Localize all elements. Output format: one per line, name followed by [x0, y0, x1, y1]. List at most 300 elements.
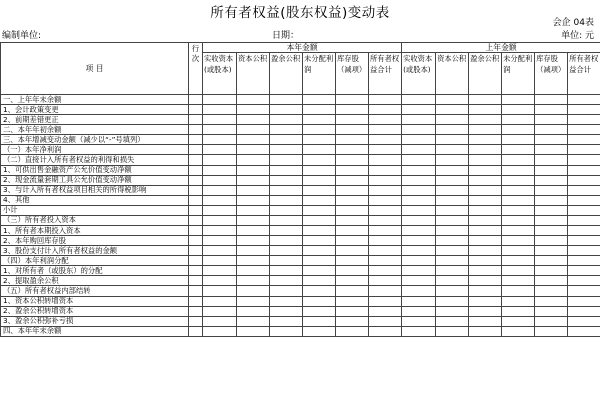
- amount-cell[interactable]: [303, 95, 336, 105]
- amount-cell[interactable]: [237, 185, 270, 195]
- amount-cell[interactable]: [469, 306, 502, 316]
- amount-cell[interactable]: [436, 125, 469, 135]
- amount-cell[interactable]: [469, 256, 502, 266]
- amount-cell[interactable]: [336, 95, 369, 105]
- amount-cell[interactable]: [568, 256, 600, 266]
- amount-cell[interactable]: [436, 276, 469, 286]
- amount-cell[interactable]: [568, 105, 600, 115]
- amount-cell[interactable]: [402, 175, 436, 185]
- amount-cell[interactable]: [369, 256, 402, 266]
- amount-cell[interactable]: [270, 256, 303, 266]
- amount-cell[interactable]: [336, 135, 369, 145]
- amount-cell[interactable]: [436, 226, 469, 236]
- amount-cell[interactable]: [402, 125, 436, 135]
- amount-cell[interactable]: [502, 165, 535, 175]
- amount-cell[interactable]: [436, 326, 469, 336]
- amount-cell[interactable]: [336, 236, 369, 246]
- amount-cell[interactable]: [436, 105, 469, 115]
- amount-cell[interactable]: [237, 115, 270, 125]
- amount-cell[interactable]: [303, 326, 336, 336]
- line-no-cell[interactable]: [189, 236, 203, 246]
- amount-cell[interactable]: [502, 326, 535, 336]
- amount-cell[interactable]: [270, 185, 303, 195]
- amount-cell[interactable]: [502, 195, 535, 205]
- amount-cell[interactable]: [502, 246, 535, 256]
- amount-cell[interactable]: [336, 175, 369, 185]
- amount-cell[interactable]: [237, 276, 270, 286]
- amount-cell[interactable]: [336, 195, 369, 205]
- line-no-cell[interactable]: [189, 256, 203, 266]
- amount-cell[interactable]: [336, 276, 369, 286]
- line-no-cell[interactable]: [189, 326, 203, 336]
- amount-cell[interactable]: [502, 226, 535, 236]
- amount-cell[interactable]: [568, 175, 600, 185]
- amount-cell[interactable]: [502, 256, 535, 266]
- amount-cell[interactable]: [402, 195, 436, 205]
- amount-cell[interactable]: [402, 185, 436, 195]
- amount-cell[interactable]: [402, 246, 436, 256]
- amount-cell[interactable]: [402, 155, 436, 165]
- amount-cell[interactable]: [303, 266, 336, 276]
- amount-cell[interactable]: [568, 226, 600, 236]
- line-no-cell[interactable]: [189, 286, 203, 296]
- amount-cell[interactable]: [303, 155, 336, 165]
- amount-cell[interactable]: [469, 105, 502, 115]
- amount-cell[interactable]: [402, 296, 436, 306]
- amount-cell[interactable]: [568, 326, 600, 336]
- amount-cell[interactable]: [369, 316, 402, 326]
- amount-cell[interactable]: [336, 266, 369, 276]
- amount-cell[interactable]: [369, 185, 402, 195]
- amount-cell[interactable]: [535, 226, 568, 236]
- amount-cell[interactable]: [303, 286, 336, 296]
- amount-cell[interactable]: [237, 316, 270, 326]
- amount-cell[interactable]: [502, 105, 535, 115]
- amount-cell[interactable]: [568, 236, 600, 246]
- amount-cell[interactable]: [502, 95, 535, 105]
- amount-cell[interactable]: [502, 215, 535, 225]
- amount-cell[interactable]: [436, 115, 469, 125]
- amount-cell[interactable]: [369, 236, 402, 246]
- amount-cell[interactable]: [270, 205, 303, 215]
- amount-cell[interactable]: [237, 125, 270, 135]
- amount-cell[interactable]: [469, 296, 502, 306]
- amount-cell[interactable]: [270, 125, 303, 135]
- amount-cell[interactable]: [502, 155, 535, 165]
- amount-cell[interactable]: [369, 195, 402, 205]
- amount-cell[interactable]: [237, 246, 270, 256]
- amount-cell[interactable]: [402, 205, 436, 215]
- amount-cell[interactable]: [369, 115, 402, 125]
- amount-cell[interactable]: [436, 145, 469, 155]
- amount-cell[interactable]: [336, 296, 369, 306]
- amount-cell[interactable]: [568, 195, 600, 205]
- amount-cell[interactable]: [469, 165, 502, 175]
- line-no-cell[interactable]: [189, 105, 203, 115]
- amount-cell[interactable]: [436, 296, 469, 306]
- amount-cell[interactable]: [203, 296, 237, 306]
- amount-cell[interactable]: [469, 226, 502, 236]
- amount-cell[interactable]: [469, 266, 502, 276]
- amount-cell[interactable]: [369, 326, 402, 336]
- amount-cell[interactable]: [535, 105, 568, 115]
- amount-cell[interactable]: [568, 125, 600, 135]
- amount-cell[interactable]: [203, 266, 237, 276]
- amount-cell[interactable]: [502, 266, 535, 276]
- amount-cell[interactable]: [203, 195, 237, 205]
- amount-cell[interactable]: [270, 135, 303, 145]
- amount-cell[interactable]: [203, 105, 237, 115]
- amount-cell[interactable]: [336, 105, 369, 115]
- amount-cell[interactable]: [270, 326, 303, 336]
- amount-cell[interactable]: [270, 215, 303, 225]
- amount-cell[interactable]: [535, 185, 568, 195]
- amount-cell[interactable]: [502, 286, 535, 296]
- amount-cell[interactable]: [369, 246, 402, 256]
- amount-cell[interactable]: [303, 135, 336, 145]
- amount-cell[interactable]: [336, 215, 369, 225]
- amount-cell[interactable]: [303, 215, 336, 225]
- amount-cell[interactable]: [436, 95, 469, 105]
- amount-cell[interactable]: [402, 276, 436, 286]
- amount-cell[interactable]: [270, 296, 303, 306]
- amount-cell[interactable]: [402, 115, 436, 125]
- amount-cell[interactable]: [270, 165, 303, 175]
- line-no-cell[interactable]: [189, 266, 203, 276]
- amount-cell[interactable]: [270, 316, 303, 326]
- amount-cell[interactable]: [535, 155, 568, 165]
- amount-cell[interactable]: [402, 316, 436, 326]
- amount-cell[interactable]: [303, 276, 336, 286]
- amount-cell[interactable]: [303, 165, 336, 175]
- amount-cell[interactable]: [237, 165, 270, 175]
- amount-cell[interactable]: [203, 236, 237, 246]
- amount-cell[interactable]: [402, 135, 436, 145]
- line-no-cell[interactable]: [189, 135, 203, 145]
- amount-cell[interactable]: [369, 266, 402, 276]
- amount-cell[interactable]: [436, 236, 469, 246]
- amount-cell[interactable]: [402, 326, 436, 336]
- amount-cell[interactable]: [237, 105, 270, 115]
- amount-cell[interactable]: [436, 195, 469, 205]
- amount-cell[interactable]: [402, 266, 436, 276]
- amount-cell[interactable]: [369, 135, 402, 145]
- amount-cell[interactable]: [402, 105, 436, 115]
- amount-cell[interactable]: [436, 135, 469, 145]
- amount-cell[interactable]: [336, 145, 369, 155]
- amount-cell[interactable]: [402, 226, 436, 236]
- amount-cell[interactable]: [237, 95, 270, 105]
- amount-cell[interactable]: [303, 175, 336, 185]
- amount-cell[interactable]: [535, 276, 568, 286]
- line-no-cell[interactable]: [189, 165, 203, 175]
- amount-cell[interactable]: [336, 155, 369, 165]
- amount-cell[interactable]: [303, 236, 336, 246]
- amount-cell[interactable]: [469, 286, 502, 296]
- amount-cell[interactable]: [336, 306, 369, 316]
- amount-cell[interactable]: [568, 246, 600, 256]
- amount-cell[interactable]: [237, 286, 270, 296]
- amount-cell[interactable]: [237, 195, 270, 205]
- amount-cell[interactable]: [535, 205, 568, 215]
- amount-cell[interactable]: [535, 266, 568, 276]
- amount-cell[interactable]: [303, 246, 336, 256]
- amount-cell[interactable]: [270, 145, 303, 155]
- amount-cell[interactable]: [336, 316, 369, 326]
- amount-cell[interactable]: [502, 296, 535, 306]
- line-no-cell[interactable]: [189, 125, 203, 135]
- amount-cell[interactable]: [535, 256, 568, 266]
- amount-cell[interactable]: [535, 236, 568, 246]
- amount-cell[interactable]: [369, 276, 402, 286]
- amount-cell[interactable]: [203, 115, 237, 125]
- amount-cell[interactable]: [336, 246, 369, 256]
- amount-cell[interactable]: [203, 205, 237, 215]
- amount-cell[interactable]: [270, 115, 303, 125]
- amount-cell[interactable]: [436, 175, 469, 185]
- amount-cell[interactable]: [568, 155, 600, 165]
- amount-cell[interactable]: [369, 125, 402, 135]
- amount-cell[interactable]: [568, 135, 600, 145]
- amount-cell[interactable]: [270, 226, 303, 236]
- amount-cell[interactable]: [336, 256, 369, 266]
- amount-cell[interactable]: [270, 155, 303, 165]
- amount-cell[interactable]: [535, 95, 568, 105]
- amount-cell[interactable]: [237, 155, 270, 165]
- line-no-cell[interactable]: [189, 276, 203, 286]
- amount-cell[interactable]: [336, 326, 369, 336]
- amount-cell[interactable]: [203, 185, 237, 195]
- amount-cell[interactable]: [369, 155, 402, 165]
- amount-cell[interactable]: [568, 316, 600, 326]
- amount-cell[interactable]: [237, 175, 270, 185]
- amount-cell[interactable]: [237, 226, 270, 236]
- amount-cell[interactable]: [568, 286, 600, 296]
- amount-cell[interactable]: [336, 226, 369, 236]
- amount-cell[interactable]: [502, 145, 535, 155]
- amount-cell[interactable]: [402, 286, 436, 296]
- amount-cell[interactable]: [203, 125, 237, 135]
- amount-cell[interactable]: [336, 286, 369, 296]
- amount-cell[interactable]: [369, 175, 402, 185]
- amount-cell[interactable]: [270, 306, 303, 316]
- amount-cell[interactable]: [469, 135, 502, 145]
- line-no-cell[interactable]: [189, 215, 203, 225]
- amount-cell[interactable]: [237, 296, 270, 306]
- line-no-cell[interactable]: [189, 296, 203, 306]
- amount-cell[interactable]: [469, 145, 502, 155]
- amount-cell[interactable]: [535, 165, 568, 175]
- amount-cell[interactable]: [436, 306, 469, 316]
- amount-cell[interactable]: [535, 306, 568, 316]
- amount-cell[interactable]: [237, 256, 270, 266]
- amount-cell[interactable]: [369, 226, 402, 236]
- amount-cell[interactable]: [402, 256, 436, 266]
- amount-cell[interactable]: [568, 215, 600, 225]
- amount-cell[interactable]: [568, 296, 600, 306]
- amount-cell[interactable]: [469, 276, 502, 286]
- amount-cell[interactable]: [402, 306, 436, 316]
- amount-cell[interactable]: [203, 246, 237, 256]
- amount-cell[interactable]: [568, 276, 600, 286]
- amount-cell[interactable]: [535, 195, 568, 205]
- amount-cell[interactable]: [303, 115, 336, 125]
- line-no-cell[interactable]: [189, 155, 203, 165]
- amount-cell[interactable]: [402, 95, 436, 105]
- amount-cell[interactable]: [237, 306, 270, 316]
- amount-cell[interactable]: [502, 185, 535, 195]
- amount-cell[interactable]: [469, 125, 502, 135]
- amount-cell[interactable]: [535, 125, 568, 135]
- amount-cell[interactable]: [203, 316, 237, 326]
- amount-cell[interactable]: [535, 145, 568, 155]
- amount-cell[interactable]: [203, 276, 237, 286]
- amount-cell[interactable]: [203, 175, 237, 185]
- amount-cell[interactable]: [568, 115, 600, 125]
- amount-cell[interactable]: [203, 155, 237, 165]
- amount-cell[interactable]: [502, 115, 535, 125]
- amount-cell[interactable]: [270, 195, 303, 205]
- amount-cell[interactable]: [535, 215, 568, 225]
- line-no-cell[interactable]: [189, 246, 203, 256]
- amount-cell[interactable]: [469, 115, 502, 125]
- amount-cell[interactable]: [436, 155, 469, 165]
- amount-cell[interactable]: [469, 175, 502, 185]
- amount-cell[interactable]: [369, 296, 402, 306]
- amount-cell[interactable]: [436, 246, 469, 256]
- amount-cell[interactable]: [270, 105, 303, 115]
- amount-cell[interactable]: [203, 95, 237, 105]
- amount-cell[interactable]: [336, 205, 369, 215]
- amount-cell[interactable]: [535, 135, 568, 145]
- amount-cell[interactable]: [502, 125, 535, 135]
- amount-cell[interactable]: [469, 316, 502, 326]
- amount-cell[interactable]: [303, 195, 336, 205]
- amount-cell[interactable]: [237, 205, 270, 215]
- amount-cell[interactable]: [336, 115, 369, 125]
- amount-cell[interactable]: [469, 185, 502, 195]
- amount-cell[interactable]: [568, 306, 600, 316]
- amount-cell[interactable]: [436, 205, 469, 215]
- amount-cell[interactable]: [535, 115, 568, 125]
- amount-cell[interactable]: [502, 316, 535, 326]
- amount-cell[interactable]: [303, 185, 336, 195]
- amount-cell[interactable]: [303, 316, 336, 326]
- amount-cell[interactable]: [203, 135, 237, 145]
- amount-cell[interactable]: [436, 185, 469, 195]
- amount-cell[interactable]: [469, 95, 502, 105]
- amount-cell[interactable]: [568, 185, 600, 195]
- amount-cell[interactable]: [436, 266, 469, 276]
- amount-cell[interactable]: [237, 135, 270, 145]
- line-no-cell[interactable]: [189, 226, 203, 236]
- amount-cell[interactable]: [303, 145, 336, 155]
- amount-cell[interactable]: [336, 185, 369, 195]
- amount-cell[interactable]: [303, 105, 336, 115]
- amount-cell[interactable]: [203, 286, 237, 296]
- amount-cell[interactable]: [402, 145, 436, 155]
- amount-cell[interactable]: [469, 205, 502, 215]
- amount-cell[interactable]: [469, 246, 502, 256]
- line-no-cell[interactable]: [189, 195, 203, 205]
- amount-cell[interactable]: [568, 145, 600, 155]
- amount-cell[interactable]: [369, 306, 402, 316]
- line-no-cell[interactable]: [189, 115, 203, 125]
- line-no-cell[interactable]: [189, 306, 203, 316]
- amount-cell[interactable]: [502, 175, 535, 185]
- amount-cell[interactable]: [303, 306, 336, 316]
- amount-cell[interactable]: [436, 165, 469, 175]
- amount-cell[interactable]: [568, 95, 600, 105]
- amount-cell[interactable]: [303, 205, 336, 215]
- amount-cell[interactable]: [203, 215, 237, 225]
- amount-cell[interactable]: [502, 205, 535, 215]
- amount-cell[interactable]: [203, 326, 237, 336]
- amount-cell[interactable]: [535, 296, 568, 306]
- amount-cell[interactable]: [237, 266, 270, 276]
- line-no-cell[interactable]: [189, 185, 203, 195]
- amount-cell[interactable]: [270, 175, 303, 185]
- amount-cell[interactable]: [203, 226, 237, 236]
- line-no-cell[interactable]: [189, 95, 203, 105]
- line-no-cell[interactable]: [189, 175, 203, 185]
- amount-cell[interactable]: [270, 276, 303, 286]
- amount-cell[interactable]: [436, 215, 469, 225]
- amount-cell[interactable]: [369, 286, 402, 296]
- amount-cell[interactable]: [369, 215, 402, 225]
- amount-cell[interactable]: [369, 95, 402, 105]
- amount-cell[interactable]: [469, 195, 502, 205]
- amount-cell[interactable]: [237, 215, 270, 225]
- amount-cell[interactable]: [237, 236, 270, 246]
- amount-cell[interactable]: [568, 205, 600, 215]
- amount-cell[interactable]: [203, 306, 237, 316]
- amount-cell[interactable]: [502, 135, 535, 145]
- amount-cell[interactable]: [469, 236, 502, 246]
- amount-cell[interactable]: [270, 246, 303, 256]
- amount-cell[interactable]: [568, 266, 600, 276]
- amount-cell[interactable]: [436, 256, 469, 266]
- amount-cell[interactable]: [303, 125, 336, 135]
- amount-cell[interactable]: [402, 236, 436, 246]
- amount-cell[interactable]: [369, 205, 402, 215]
- amount-cell[interactable]: [303, 226, 336, 236]
- amount-cell[interactable]: [203, 165, 237, 175]
- amount-cell[interactable]: [535, 246, 568, 256]
- amount-cell[interactable]: [469, 155, 502, 165]
- amount-cell[interactable]: [535, 175, 568, 185]
- amount-cell[interactable]: [535, 286, 568, 296]
- amount-cell[interactable]: [469, 326, 502, 336]
- amount-cell[interactable]: [535, 316, 568, 326]
- amount-cell[interactable]: [535, 326, 568, 336]
- line-no-cell[interactable]: [189, 145, 203, 155]
- amount-cell[interactable]: [237, 326, 270, 336]
- amount-cell[interactable]: [436, 286, 469, 296]
- amount-cell[interactable]: [270, 286, 303, 296]
- amount-cell[interactable]: [303, 296, 336, 306]
- amount-cell[interactable]: [436, 316, 469, 326]
- amount-cell[interactable]: [369, 145, 402, 155]
- line-no-cell[interactable]: [189, 316, 203, 326]
- amount-cell[interactable]: [402, 215, 436, 225]
- amount-cell[interactable]: [237, 145, 270, 155]
- amount-cell[interactable]: [502, 276, 535, 286]
- amount-cell[interactable]: [369, 165, 402, 175]
- amount-cell[interactable]: [203, 256, 237, 266]
- amount-cell[interactable]: [270, 95, 303, 105]
- line-no-cell[interactable]: [189, 205, 203, 215]
